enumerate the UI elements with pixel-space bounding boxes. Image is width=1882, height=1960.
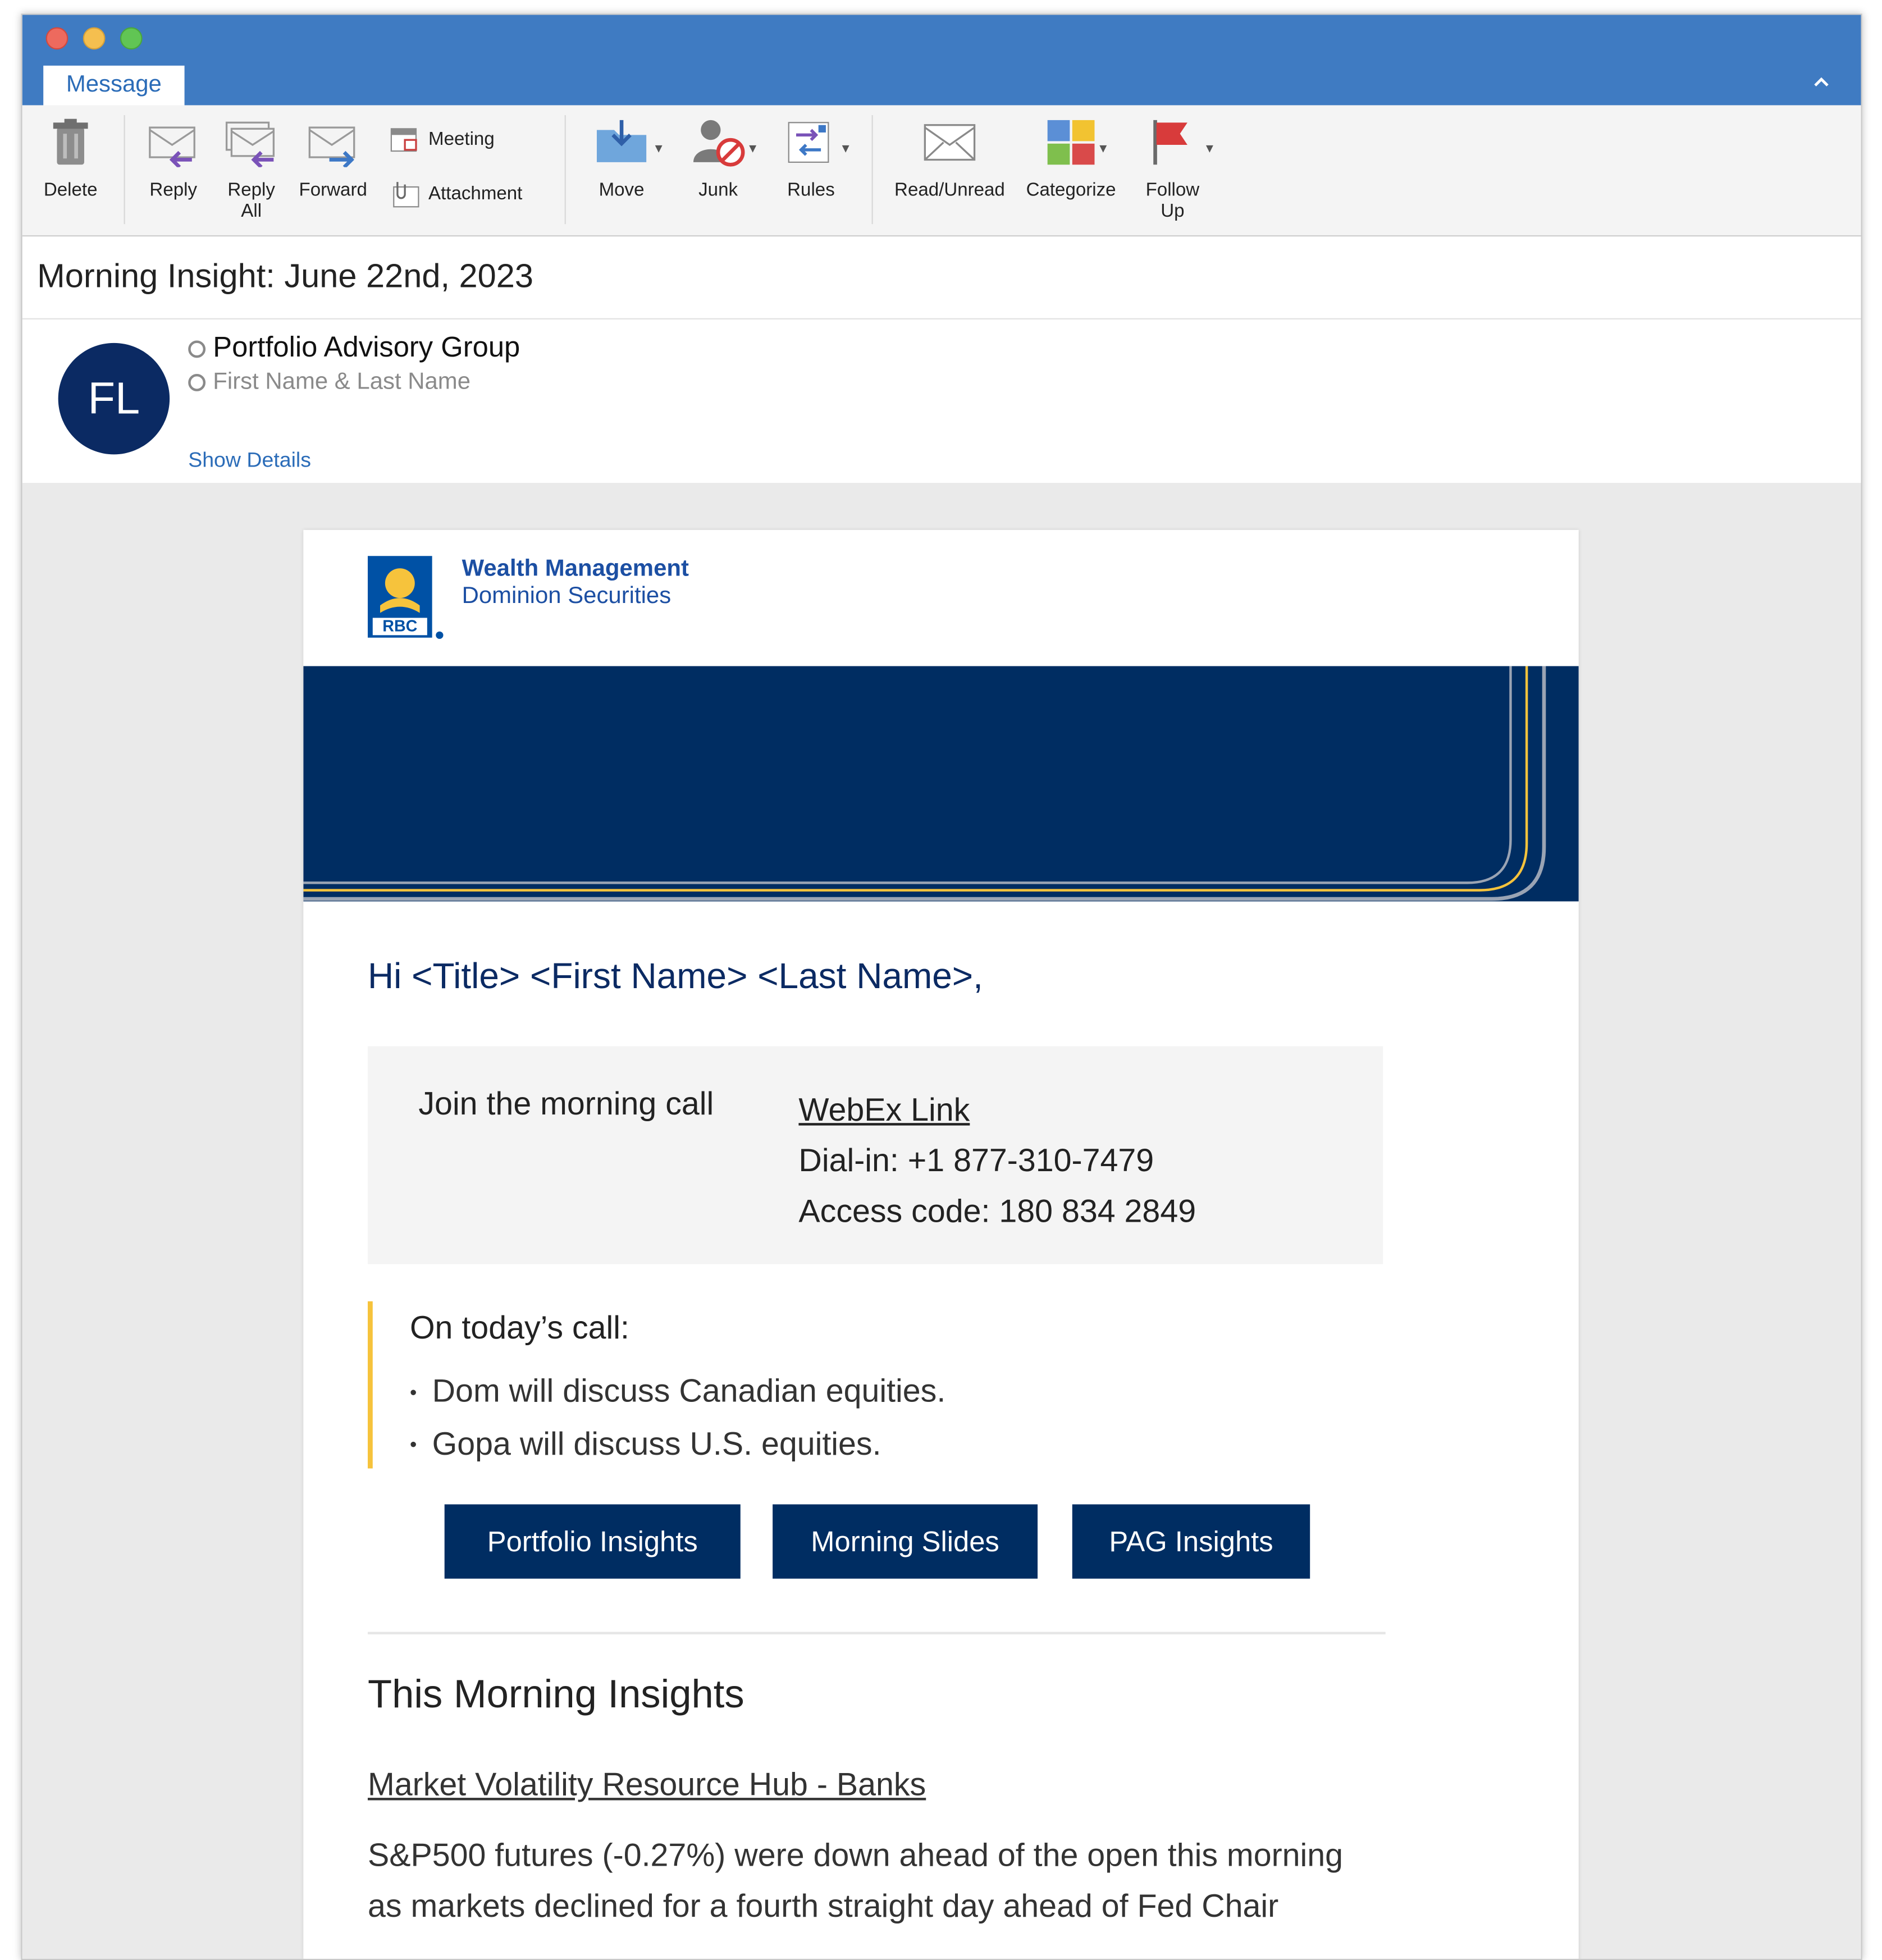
follow-up-dropdown-caret[interactable]: ▼: [1203, 142, 1216, 156]
email-body: [303, 530, 1578, 1960]
section-title: This Morning Insights: [367, 1671, 744, 1716]
envelope-icon: [889, 118, 1010, 172]
list-item: • Dom will discuss Canadian equities.: [410, 1365, 945, 1418]
ribbon-separator: [124, 115, 125, 224]
show-details-link[interactable]: Show Details: [188, 448, 312, 472]
recipient-name[interactable]: First Name & Last Name: [188, 369, 470, 396]
attachment-button[interactable]: Attachment: [389, 180, 522, 209]
tab-message[interactable]: Message: [43, 66, 184, 107]
avatar: FL: [58, 343, 170, 454]
bullet-icon: •: [409, 1435, 417, 1456]
list-item: • Gopa will discuss U.S. equities.: [410, 1418, 945, 1471]
reply-icon: [141, 118, 205, 172]
reply-all-icon: [218, 118, 285, 172]
webex-link[interactable]: WebEx Link: [798, 1090, 970, 1129]
dial-in: Dial-in: +1 877-310-7479: [798, 1141, 1154, 1179]
svg-text:RBC: RBC: [382, 617, 418, 636]
minimize-window-button[interactable]: [83, 28, 106, 50]
presence-icon: [188, 374, 205, 391]
greeting: Hi <Title> <First Name> <Last Name>,: [367, 957, 983, 997]
rbc-logo: [368, 556, 447, 648]
delete-button[interactable]: Delete: [37, 118, 104, 201]
portfolio-insights-button[interactable]: Portfolio Insights: [445, 1504, 741, 1578]
reply-button[interactable]: Reply: [141, 118, 205, 201]
message-subject: Morning Insight: June 22nd, 2023: [37, 257, 534, 295]
morning-slides-button[interactable]: Morning Slides: [773, 1504, 1038, 1578]
article-link[interactable]: Market Volatility Resource Hub - Banks: [367, 1765, 926, 1803]
meeting-button[interactable]: Meeting: [389, 125, 494, 155]
rules-button[interactable]: Rules: [778, 118, 844, 201]
ribbon-separator: [565, 115, 566, 224]
rules-icon: [778, 118, 844, 172]
pag-insights-button[interactable]: PAG Insights: [1072, 1504, 1310, 1578]
junk-icon: [685, 118, 752, 172]
agenda-title: On today’s call:: [409, 1309, 629, 1346]
read-unread-button[interactable]: Read/Unread: [889, 118, 1010, 201]
categorize-button[interactable]: Categorize: [1020, 118, 1122, 201]
brand-name: Wealth Management Dominion Securities: [462, 556, 689, 610]
chevron-up-icon[interactable]: [1809, 72, 1834, 97]
move-button[interactable]: Move: [586, 118, 657, 201]
reply-all-button[interactable]: Reply All: [218, 118, 285, 222]
morning-call-box: [368, 1046, 1383, 1264]
header-divider: [22, 318, 1861, 319]
junk-dropdown-caret[interactable]: ▼: [746, 142, 759, 156]
call-details: [798, 1085, 1196, 1237]
attachment-icon: [389, 183, 428, 204]
article-body: S&P500 futures (-0.27%) were down ahead of the open this morning as markets declined for a fourth straight day ahead of Fed Chair: [367, 1836, 1344, 1925]
forward-icon: [292, 118, 374, 172]
follow-up-button[interactable]: Follow Up: [1134, 118, 1211, 222]
section-divider: [368, 1632, 1386, 1634]
ribbon-separator: [872, 115, 873, 224]
access-code: Access code: 180 834 2849: [798, 1192, 1196, 1230]
move-folder-icon: [586, 118, 657, 172]
hero-banner: [303, 666, 1578, 901]
title-bar: [22, 15, 1861, 105]
call-label: Join the morning call: [418, 1084, 714, 1122]
sender-name[interactable]: Portfolio Advisory Group: [188, 331, 520, 364]
move-dropdown-caret[interactable]: ▼: [652, 142, 665, 156]
rules-dropdown-caret[interactable]: ▼: [839, 142, 852, 156]
bullet-icon: •: [409, 1382, 417, 1404]
reading-pane: [22, 483, 1861, 1959]
flag-icon: [1134, 118, 1211, 172]
agenda-block: [368, 1301, 1339, 1469]
agenda-list: [410, 1365, 945, 1471]
ribbon-toolbar: [22, 105, 1861, 236]
presence-icon: [188, 340, 205, 358]
forward-button[interactable]: Forward: [292, 118, 374, 201]
categorize-dropdown-caret[interactable]: ▼: [1097, 142, 1109, 156]
meeting-icon: [389, 129, 428, 149]
mail-window: [21, 13, 1862, 1960]
close-window-button[interactable]: [46, 28, 68, 50]
zoom-window-button[interactable]: [120, 28, 143, 50]
junk-button[interactable]: Junk: [685, 118, 752, 201]
trash-icon: [37, 118, 104, 172]
